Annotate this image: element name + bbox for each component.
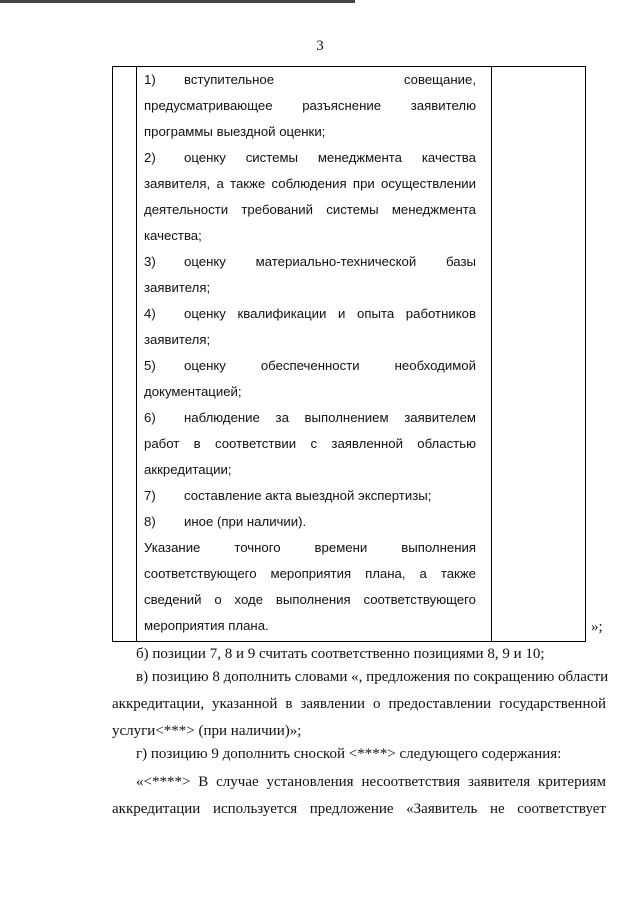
item-line: работ в соответствии с заявленной областью xyxy=(144,436,476,451)
item-line: предусматривающее разъяснение заявителю xyxy=(144,98,476,113)
item-number: 3) xyxy=(144,254,156,269)
list-item xyxy=(144,145,476,249)
list-item xyxy=(144,405,476,483)
item-line: заявителя, а также соблюдения при осуществлении xyxy=(144,176,476,191)
note-line: соответствующего мероприятия плана, а также xyxy=(144,566,476,581)
item-line: заявителя; xyxy=(144,332,211,347)
paragraph-quote: «<****> В случае установления несоответствия заявителя критериям аккредитации используется предложение «Заявитель не соответствует xyxy=(112,774,606,817)
item-line: оценку системы менеджмента качества xyxy=(184,150,476,165)
list-item xyxy=(144,353,476,405)
top-rule xyxy=(0,0,355,3)
item-line: деятельности требований системы менеджмента xyxy=(144,202,476,217)
item-number: 2) xyxy=(144,150,156,165)
item-line: оценку квалификации и опыта работников xyxy=(184,306,476,321)
item-number: 4) xyxy=(144,306,156,321)
list-item xyxy=(144,509,476,535)
page-number: 3 xyxy=(316,38,324,54)
item-line: заявителя; xyxy=(144,280,211,295)
note-line: мероприятия плана. xyxy=(144,618,269,633)
table-note xyxy=(144,535,476,639)
item-number: 8) xyxy=(144,514,156,529)
plan-table xyxy=(112,66,586,642)
item-line: оценку обеспеченности необходимой xyxy=(184,358,476,373)
paragraph-g: г) позицию 9 дополнить сноской <****> следующего содержания: xyxy=(136,746,562,762)
paragraph-v: в) позицию 8 дополнить словами «, предложения по сокращению области аккредитации, указанной в заявлении о предоставлении государственной услуги<***> (при наличии)»; xyxy=(112,669,609,739)
table-activities-cell xyxy=(144,67,476,639)
item-line: вступительное совещание, xyxy=(184,72,476,87)
table-closing-quote: »; xyxy=(591,619,603,635)
item-line: оценку материально-технической базы xyxy=(184,254,476,269)
item-line: документацией; xyxy=(144,384,242,399)
table-left-divider xyxy=(136,67,137,641)
item-line: качества; xyxy=(144,228,202,243)
table-right-divider xyxy=(491,67,492,641)
list-item xyxy=(144,483,476,509)
note-line: сведений о ходе выполнения соответствующего xyxy=(144,592,476,607)
item-line: программы выездной оценки; xyxy=(144,124,326,139)
list-item xyxy=(144,249,476,301)
item-line: аккредитации; xyxy=(144,462,232,477)
item-line: наблюдение за выполнением заявителем xyxy=(184,410,476,425)
item-number: 1) xyxy=(144,72,156,87)
item-number: 6) xyxy=(144,410,156,425)
item-line: иное (при наличии). xyxy=(184,514,307,529)
paragraph-b: б) позиции 7, 8 и 9 считать соответственно позициями 8, 9 и 10; xyxy=(136,646,545,662)
list-item xyxy=(144,301,476,353)
note-line: Указание точного времени выполнения xyxy=(144,540,476,555)
item-number: 7) xyxy=(144,488,156,503)
item-number: 5) xyxy=(144,358,156,373)
item-line: составление акта выездной экспертизы; xyxy=(184,488,432,503)
list-item xyxy=(144,67,476,145)
